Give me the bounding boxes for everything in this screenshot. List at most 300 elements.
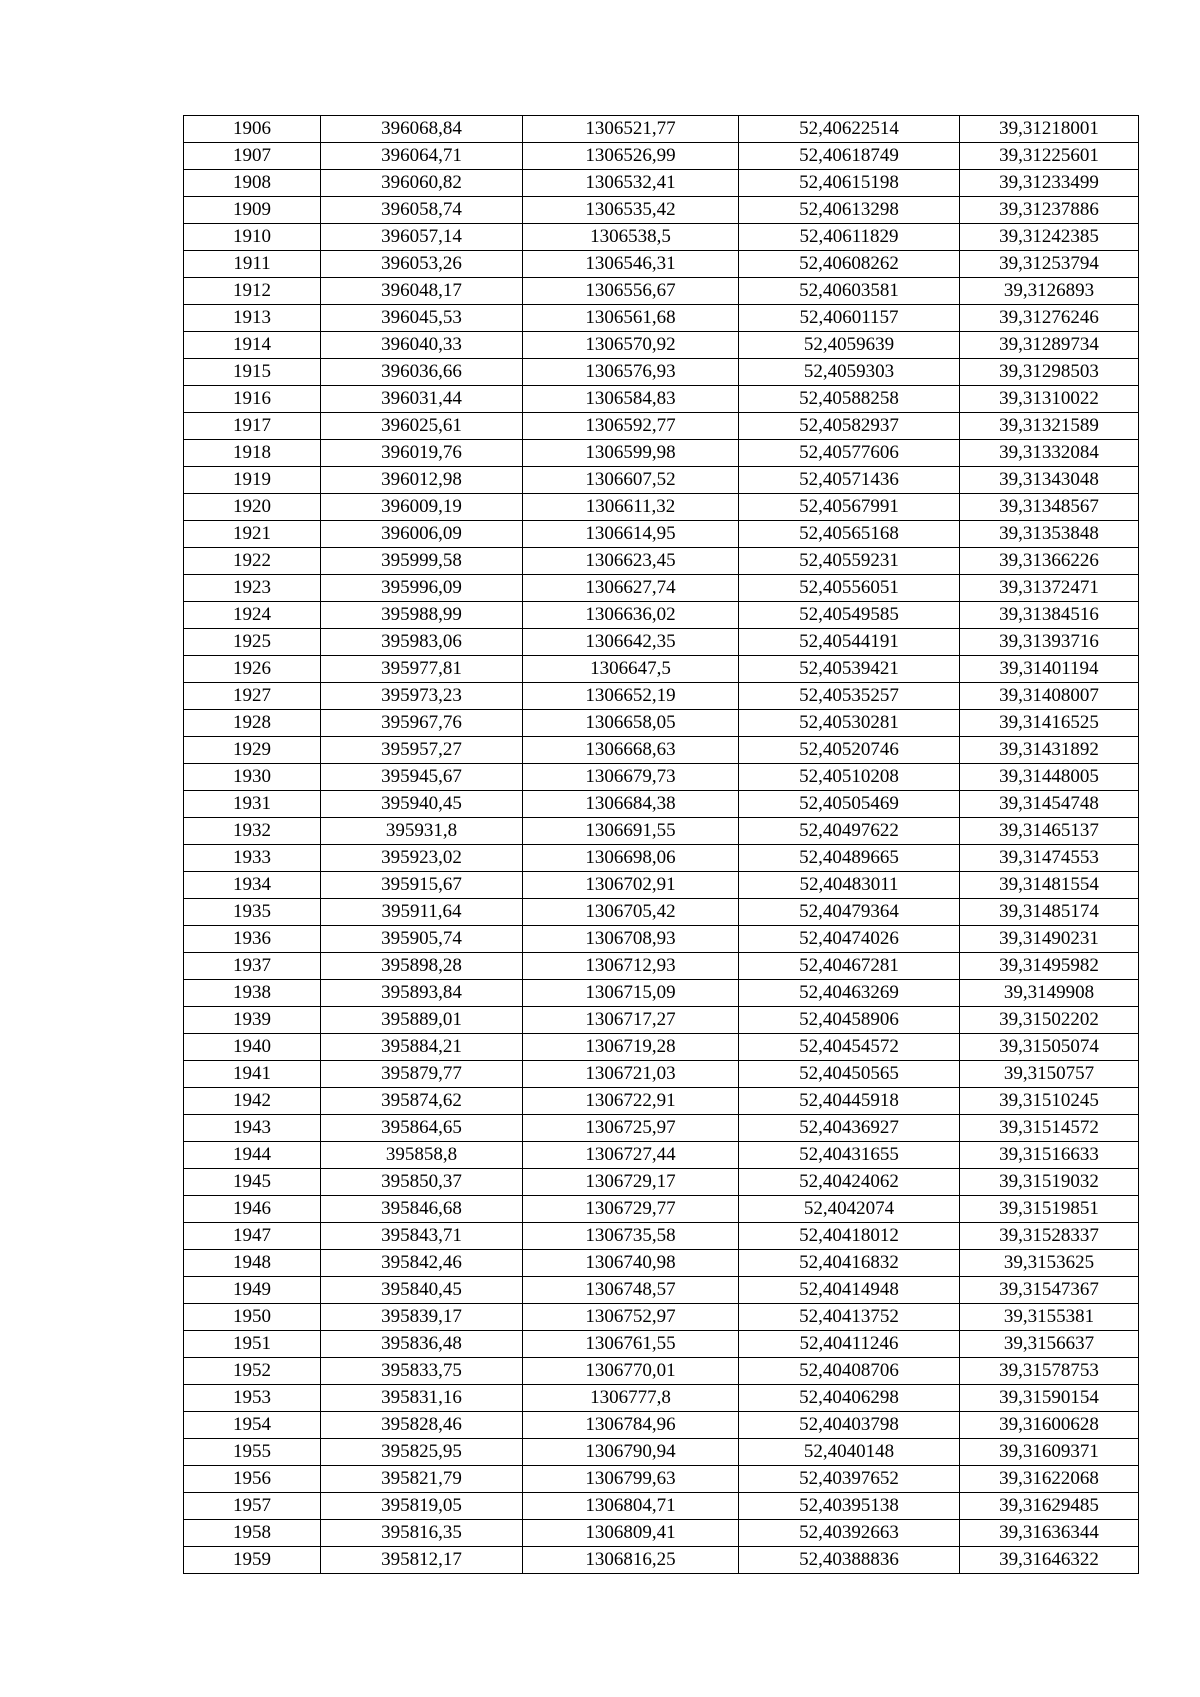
latitude-cell: 52,40567991 — [739, 494, 960, 521]
latitude-cell: 52,4059639 — [739, 332, 960, 359]
x-coordinate-cell: 395884,21 — [321, 1034, 523, 1061]
point-number-cell: 1932 — [184, 818, 321, 845]
x-coordinate-cell: 396040,33 — [321, 332, 523, 359]
longitude-cell: 39,3153625 — [960, 1250, 1139, 1277]
x-coordinate-cell: 395931,8 — [321, 818, 523, 845]
latitude-cell: 52,40458906 — [739, 1007, 960, 1034]
y-coordinate-cell: 1306546,31 — [523, 251, 739, 278]
x-coordinate-cell: 396025,61 — [321, 413, 523, 440]
y-coordinate-cell: 1306636,02 — [523, 602, 739, 629]
point-number-cell: 1933 — [184, 845, 321, 872]
latitude-cell: 52,40611829 — [739, 224, 960, 251]
table-row — [184, 1115, 1139, 1142]
y-coordinate-cell: 1306658,05 — [523, 710, 739, 737]
y-coordinate-cell: 1306735,58 — [523, 1223, 739, 1250]
point-number-cell: 1913 — [184, 305, 321, 332]
y-coordinate-cell: 1306535,42 — [523, 197, 739, 224]
point-number-cell: 1941 — [184, 1061, 321, 1088]
longitude-cell: 39,31514572 — [960, 1115, 1139, 1142]
table-row — [184, 467, 1139, 494]
x-coordinate-cell: 395996,09 — [321, 575, 523, 602]
latitude-cell: 52,40479364 — [739, 899, 960, 926]
point-number-cell: 1916 — [184, 386, 321, 413]
point-number-cell: 1953 — [184, 1385, 321, 1412]
point-number-cell: 1909 — [184, 197, 321, 224]
point-number-cell: 1928 — [184, 710, 321, 737]
table-row — [184, 1007, 1139, 1034]
y-coordinate-cell: 1306790,94 — [523, 1439, 739, 1466]
point-number-cell: 1920 — [184, 494, 321, 521]
latitude-cell: 52,40608262 — [739, 251, 960, 278]
longitude-cell: 39,31408007 — [960, 683, 1139, 710]
latitude-cell: 52,40414948 — [739, 1277, 960, 1304]
y-coordinate-cell: 1306611,32 — [523, 494, 739, 521]
latitude-cell: 52,40445918 — [739, 1088, 960, 1115]
latitude-cell: 52,40406298 — [739, 1385, 960, 1412]
y-coordinate-cell: 1306717,27 — [523, 1007, 739, 1034]
table-row — [184, 1358, 1139, 1385]
y-coordinate-cell: 1306592,77 — [523, 413, 739, 440]
point-number-cell: 1948 — [184, 1250, 321, 1277]
x-coordinate-cell: 395836,48 — [321, 1331, 523, 1358]
latitude-cell: 52,40571436 — [739, 467, 960, 494]
y-coordinate-cell: 1306799,63 — [523, 1466, 739, 1493]
latitude-cell: 52,40497622 — [739, 818, 960, 845]
table-row — [184, 197, 1139, 224]
point-number-cell: 1917 — [184, 413, 321, 440]
longitude-cell: 39,31516633 — [960, 1142, 1139, 1169]
x-coordinate-cell: 395858,8 — [321, 1142, 523, 1169]
latitude-cell: 52,40530281 — [739, 710, 960, 737]
table-row — [184, 521, 1139, 548]
longitude-cell: 39,31505074 — [960, 1034, 1139, 1061]
table-row — [184, 575, 1139, 602]
point-number-cell: 1955 — [184, 1439, 321, 1466]
x-coordinate-cell: 396068,84 — [321, 116, 523, 143]
x-coordinate-cell: 395973,23 — [321, 683, 523, 710]
table-row — [184, 224, 1139, 251]
longitude-cell: 39,31495982 — [960, 953, 1139, 980]
longitude-cell: 39,31600628 — [960, 1412, 1139, 1439]
x-coordinate-cell: 395842,46 — [321, 1250, 523, 1277]
y-coordinate-cell: 1306521,77 — [523, 116, 739, 143]
table-row — [184, 359, 1139, 386]
point-number-cell: 1926 — [184, 656, 321, 683]
latitude-cell: 52,40577606 — [739, 440, 960, 467]
longitude-cell: 39,31218001 — [960, 116, 1139, 143]
table-row — [184, 980, 1139, 1007]
y-coordinate-cell: 1306614,95 — [523, 521, 739, 548]
x-coordinate-cell: 396012,98 — [321, 467, 523, 494]
longitude-cell: 39,3155381 — [960, 1304, 1139, 1331]
table-row — [184, 116, 1139, 143]
longitude-cell: 39,3126893 — [960, 278, 1139, 305]
x-coordinate-cell: 395940,45 — [321, 791, 523, 818]
latitude-cell: 52,40565168 — [739, 521, 960, 548]
y-coordinate-cell: 1306752,97 — [523, 1304, 739, 1331]
table-row — [184, 1493, 1139, 1520]
longitude-cell: 39,31372471 — [960, 575, 1139, 602]
longitude-cell: 39,31590154 — [960, 1385, 1139, 1412]
table-row — [184, 413, 1139, 440]
point-number-cell: 1923 — [184, 575, 321, 602]
latitude-cell: 52,40582937 — [739, 413, 960, 440]
latitude-cell: 52,40510208 — [739, 764, 960, 791]
point-number-cell: 1908 — [184, 170, 321, 197]
y-coordinate-cell: 1306715,09 — [523, 980, 739, 1007]
y-coordinate-cell: 1306721,03 — [523, 1061, 739, 1088]
longitude-cell: 39,31578753 — [960, 1358, 1139, 1385]
table-row — [184, 170, 1139, 197]
x-coordinate-cell: 395889,01 — [321, 1007, 523, 1034]
table-row — [184, 332, 1139, 359]
x-coordinate-cell: 395983,06 — [321, 629, 523, 656]
x-coordinate-cell: 396057,14 — [321, 224, 523, 251]
longitude-cell: 39,31289734 — [960, 332, 1139, 359]
point-number-cell: 1935 — [184, 899, 321, 926]
table-row — [184, 1520, 1139, 1547]
longitude-cell: 39,31636344 — [960, 1520, 1139, 1547]
latitude-cell: 52,40520746 — [739, 737, 960, 764]
latitude-cell: 52,40397652 — [739, 1466, 960, 1493]
point-number-cell: 1950 — [184, 1304, 321, 1331]
x-coordinate-cell: 395874,62 — [321, 1088, 523, 1115]
longitude-cell: 39,31343048 — [960, 467, 1139, 494]
longitude-cell: 39,3149908 — [960, 980, 1139, 1007]
longitude-cell: 39,3150757 — [960, 1061, 1139, 1088]
point-number-cell: 1918 — [184, 440, 321, 467]
point-number-cell: 1906 — [184, 116, 321, 143]
latitude-cell: 52,4042074 — [739, 1196, 960, 1223]
x-coordinate-cell: 395833,75 — [321, 1358, 523, 1385]
table-row — [184, 845, 1139, 872]
point-number-cell: 1927 — [184, 683, 321, 710]
latitude-cell: 52,40622514 — [739, 116, 960, 143]
y-coordinate-cell: 1306705,42 — [523, 899, 739, 926]
latitude-cell: 52,40618749 — [739, 143, 960, 170]
x-coordinate-cell: 395999,58 — [321, 548, 523, 575]
table-row — [184, 386, 1139, 413]
latitude-cell: 52,4040148 — [739, 1439, 960, 1466]
latitude-cell: 52,40483011 — [739, 872, 960, 899]
latitude-cell: 52,40424062 — [739, 1169, 960, 1196]
y-coordinate-cell: 1306647,5 — [523, 656, 739, 683]
latitude-cell: 52,40603581 — [739, 278, 960, 305]
point-number-cell: 1931 — [184, 791, 321, 818]
table-row — [184, 1034, 1139, 1061]
x-coordinate-cell: 395843,71 — [321, 1223, 523, 1250]
x-coordinate-cell: 395864,65 — [321, 1115, 523, 1142]
x-coordinate-cell: 395915,67 — [321, 872, 523, 899]
y-coordinate-cell: 1306532,41 — [523, 170, 739, 197]
latitude-cell: 52,40535257 — [739, 683, 960, 710]
longitude-cell: 39,31366226 — [960, 548, 1139, 575]
x-coordinate-cell: 396053,26 — [321, 251, 523, 278]
x-coordinate-cell: 395840,45 — [321, 1277, 523, 1304]
latitude-cell: 52,40392663 — [739, 1520, 960, 1547]
x-coordinate-cell: 395988,99 — [321, 602, 523, 629]
longitude-cell: 39,31242385 — [960, 224, 1139, 251]
x-coordinate-cell: 395831,16 — [321, 1385, 523, 1412]
x-coordinate-cell: 395828,46 — [321, 1412, 523, 1439]
point-number-cell: 1937 — [184, 953, 321, 980]
point-number-cell: 1945 — [184, 1169, 321, 1196]
y-coordinate-cell: 1306712,93 — [523, 953, 739, 980]
y-coordinate-cell: 1306784,96 — [523, 1412, 739, 1439]
y-coordinate-cell: 1306691,55 — [523, 818, 739, 845]
y-coordinate-cell: 1306804,71 — [523, 1493, 739, 1520]
y-coordinate-cell: 1306816,25 — [523, 1547, 739, 1574]
latitude-cell: 52,40450565 — [739, 1061, 960, 1088]
longitude-cell: 39,31225601 — [960, 143, 1139, 170]
point-number-cell: 1952 — [184, 1358, 321, 1385]
x-coordinate-cell: 395846,68 — [321, 1196, 523, 1223]
x-coordinate-cell: 395821,79 — [321, 1466, 523, 1493]
longitude-cell: 39,31481554 — [960, 872, 1139, 899]
table-row — [184, 1061, 1139, 1088]
table-row — [184, 1466, 1139, 1493]
latitude-cell: 52,40556051 — [739, 575, 960, 602]
latitude-cell: 52,40601157 — [739, 305, 960, 332]
longitude-cell: 39,31298503 — [960, 359, 1139, 386]
x-coordinate-cell: 395923,02 — [321, 845, 523, 872]
table-row — [184, 899, 1139, 926]
latitude-cell: 52,40467281 — [739, 953, 960, 980]
latitude-cell: 52,40588258 — [739, 386, 960, 413]
y-coordinate-cell: 1306729,77 — [523, 1196, 739, 1223]
longitude-cell: 39,31384516 — [960, 602, 1139, 629]
y-coordinate-cell: 1306722,91 — [523, 1088, 739, 1115]
table-row — [184, 494, 1139, 521]
y-coordinate-cell: 1306698,06 — [523, 845, 739, 872]
latitude-cell: 52,40615198 — [739, 170, 960, 197]
longitude-cell: 39,31609371 — [960, 1439, 1139, 1466]
table-row — [184, 1088, 1139, 1115]
longitude-cell: 39,31348567 — [960, 494, 1139, 521]
x-coordinate-cell: 395893,84 — [321, 980, 523, 1007]
y-coordinate-cell: 1306584,83 — [523, 386, 739, 413]
point-number-cell: 1940 — [184, 1034, 321, 1061]
table-row — [184, 602, 1139, 629]
longitude-cell: 39,3156637 — [960, 1331, 1139, 1358]
x-coordinate-cell: 396031,44 — [321, 386, 523, 413]
x-coordinate-cell: 395945,67 — [321, 764, 523, 791]
y-coordinate-cell: 1306708,93 — [523, 926, 739, 953]
y-coordinate-cell: 1306642,35 — [523, 629, 739, 656]
y-coordinate-cell: 1306684,38 — [523, 791, 739, 818]
x-coordinate-cell: 395905,74 — [321, 926, 523, 953]
y-coordinate-cell: 1306761,55 — [523, 1331, 739, 1358]
table-row — [184, 305, 1139, 332]
latitude-cell: 52,40474026 — [739, 926, 960, 953]
longitude-cell: 39,31321589 — [960, 413, 1139, 440]
y-coordinate-cell: 1306652,19 — [523, 683, 739, 710]
latitude-cell: 52,40403798 — [739, 1412, 960, 1439]
point-number-cell: 1943 — [184, 1115, 321, 1142]
latitude-cell: 52,4059303 — [739, 359, 960, 386]
point-number-cell: 1949 — [184, 1277, 321, 1304]
latitude-cell: 52,40539421 — [739, 656, 960, 683]
x-coordinate-cell: 395879,77 — [321, 1061, 523, 1088]
table-row — [184, 737, 1139, 764]
point-number-cell: 1907 — [184, 143, 321, 170]
table-row — [184, 1169, 1139, 1196]
table-row — [184, 143, 1139, 170]
longitude-cell: 39,31547367 — [960, 1277, 1139, 1304]
point-number-cell: 1930 — [184, 764, 321, 791]
x-coordinate-cell: 396048,17 — [321, 278, 523, 305]
x-coordinate-cell: 395850,37 — [321, 1169, 523, 1196]
point-number-cell: 1951 — [184, 1331, 321, 1358]
point-number-cell: 1929 — [184, 737, 321, 764]
latitude-cell: 52,40436927 — [739, 1115, 960, 1142]
table-row — [184, 1223, 1139, 1250]
y-coordinate-cell: 1306570,92 — [523, 332, 739, 359]
latitude-cell: 52,40544191 — [739, 629, 960, 656]
latitude-cell: 52,40418012 — [739, 1223, 960, 1250]
x-coordinate-cell: 395816,35 — [321, 1520, 523, 1547]
table-body — [184, 116, 1139, 1574]
table-row — [184, 440, 1139, 467]
point-number-cell: 1944 — [184, 1142, 321, 1169]
x-coordinate-cell: 395911,64 — [321, 899, 523, 926]
table-row — [184, 251, 1139, 278]
longitude-cell: 39,31510245 — [960, 1088, 1139, 1115]
longitude-cell: 39,31393716 — [960, 629, 1139, 656]
y-coordinate-cell: 1306770,01 — [523, 1358, 739, 1385]
point-number-cell: 1911 — [184, 251, 321, 278]
latitude-cell: 52,40408706 — [739, 1358, 960, 1385]
point-number-cell: 1912 — [184, 278, 321, 305]
y-coordinate-cell: 1306725,97 — [523, 1115, 739, 1142]
longitude-cell: 39,31490231 — [960, 926, 1139, 953]
table-row — [184, 1439, 1139, 1466]
longitude-cell: 39,31454748 — [960, 791, 1139, 818]
point-number-cell: 1958 — [184, 1520, 321, 1547]
table-row — [184, 1250, 1139, 1277]
longitude-cell: 39,31629485 — [960, 1493, 1139, 1520]
longitude-cell: 39,31310022 — [960, 386, 1139, 413]
point-number-cell: 1954 — [184, 1412, 321, 1439]
x-coordinate-cell: 396006,09 — [321, 521, 523, 548]
longitude-cell: 39,31502202 — [960, 1007, 1139, 1034]
table-row — [184, 1331, 1139, 1358]
y-coordinate-cell: 1306526,99 — [523, 143, 739, 170]
x-coordinate-cell: 395898,28 — [321, 953, 523, 980]
table-row — [184, 656, 1139, 683]
point-number-cell: 1942 — [184, 1088, 321, 1115]
point-number-cell: 1919 — [184, 467, 321, 494]
longitude-cell: 39,31622068 — [960, 1466, 1139, 1493]
table-row — [184, 872, 1139, 899]
y-coordinate-cell: 1306702,91 — [523, 872, 739, 899]
x-coordinate-cell: 395977,81 — [321, 656, 523, 683]
y-coordinate-cell: 1306623,45 — [523, 548, 739, 575]
point-number-cell: 1915 — [184, 359, 321, 386]
y-coordinate-cell: 1306576,93 — [523, 359, 739, 386]
longitude-cell: 39,31332084 — [960, 440, 1139, 467]
table-row — [184, 791, 1139, 818]
longitude-cell: 39,31474553 — [960, 845, 1139, 872]
x-coordinate-cell: 396060,82 — [321, 170, 523, 197]
x-coordinate-cell: 395839,17 — [321, 1304, 523, 1331]
point-number-cell: 1914 — [184, 332, 321, 359]
longitude-cell: 39,31416525 — [960, 710, 1139, 737]
longitude-cell: 39,31431892 — [960, 737, 1139, 764]
latitude-cell: 52,40431655 — [739, 1142, 960, 1169]
table-row — [184, 953, 1139, 980]
latitude-cell: 52,40416832 — [739, 1250, 960, 1277]
x-coordinate-cell: 396058,74 — [321, 197, 523, 224]
latitude-cell: 52,40395138 — [739, 1493, 960, 1520]
y-coordinate-cell: 1306556,67 — [523, 278, 739, 305]
longitude-cell: 39,31401194 — [960, 656, 1139, 683]
y-coordinate-cell: 1306719,28 — [523, 1034, 739, 1061]
longitude-cell: 39,31237886 — [960, 197, 1139, 224]
latitude-cell: 52,40413752 — [739, 1304, 960, 1331]
longitude-cell: 39,31519851 — [960, 1196, 1139, 1223]
longitude-cell: 39,31253794 — [960, 251, 1139, 278]
y-coordinate-cell: 1306561,68 — [523, 305, 739, 332]
point-number-cell: 1959 — [184, 1547, 321, 1574]
y-coordinate-cell: 1306679,73 — [523, 764, 739, 791]
longitude-cell: 39,31528337 — [960, 1223, 1139, 1250]
table-row — [184, 1142, 1139, 1169]
x-coordinate-cell: 395819,05 — [321, 1493, 523, 1520]
table-row — [184, 818, 1139, 845]
x-coordinate-cell: 396009,19 — [321, 494, 523, 521]
y-coordinate-cell: 1306740,98 — [523, 1250, 739, 1277]
y-coordinate-cell: 1306607,52 — [523, 467, 739, 494]
latitude-cell: 52,40505469 — [739, 791, 960, 818]
longitude-cell: 39,31233499 — [960, 170, 1139, 197]
table-row — [184, 1412, 1139, 1439]
longitude-cell: 39,31353848 — [960, 521, 1139, 548]
latitude-cell: 52,40463269 — [739, 980, 960, 1007]
latitude-cell: 52,40411246 — [739, 1331, 960, 1358]
longitude-cell: 39,31465137 — [960, 818, 1139, 845]
x-coordinate-cell: 396019,76 — [321, 440, 523, 467]
x-coordinate-cell: 396036,66 — [321, 359, 523, 386]
point-number-cell: 1947 — [184, 1223, 321, 1250]
y-coordinate-cell: 1306729,17 — [523, 1169, 739, 1196]
longitude-cell: 39,31519032 — [960, 1169, 1139, 1196]
document-page — [183, 115, 1138, 1574]
table-row — [184, 629, 1139, 656]
point-number-cell: 1925 — [184, 629, 321, 656]
x-coordinate-cell: 395957,27 — [321, 737, 523, 764]
point-number-cell: 1939 — [184, 1007, 321, 1034]
table-row — [184, 1196, 1139, 1223]
latitude-cell: 52,40489665 — [739, 845, 960, 872]
y-coordinate-cell: 1306777,8 — [523, 1385, 739, 1412]
latitude-cell: 52,40559231 — [739, 548, 960, 575]
table-row — [184, 1277, 1139, 1304]
x-coordinate-cell: 395812,17 — [321, 1547, 523, 1574]
latitude-cell: 52,40549585 — [739, 602, 960, 629]
table-row — [184, 1304, 1139, 1331]
longitude-cell: 39,31448005 — [960, 764, 1139, 791]
x-coordinate-cell: 396064,71 — [321, 143, 523, 170]
point-number-cell: 1922 — [184, 548, 321, 575]
point-number-cell: 1946 — [184, 1196, 321, 1223]
table-row — [184, 710, 1139, 737]
longitude-cell: 39,31485174 — [960, 899, 1139, 926]
y-coordinate-cell: 1306748,57 — [523, 1277, 739, 1304]
point-number-cell: 1938 — [184, 980, 321, 1007]
y-coordinate-cell: 1306538,5 — [523, 224, 739, 251]
point-number-cell: 1924 — [184, 602, 321, 629]
